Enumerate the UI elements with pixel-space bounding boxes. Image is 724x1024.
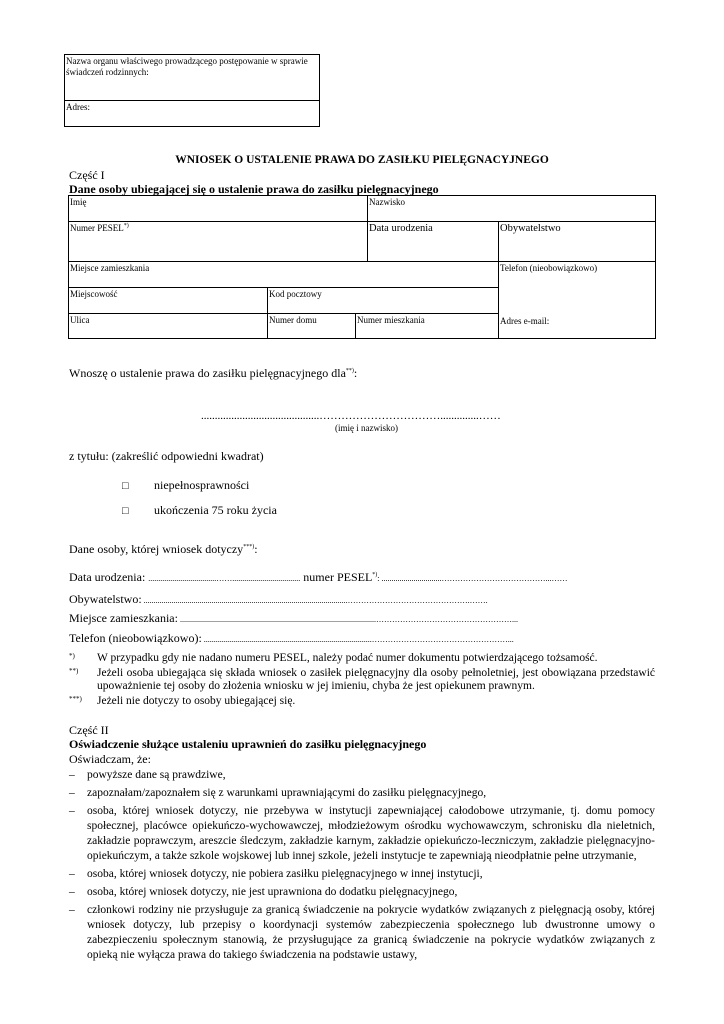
request-text: Wnoszę o ustalenie prawa do zasiłku pielęgnacyjnego dla**): bbox=[69, 366, 358, 380]
declaration-item: – osoba, której wniosek dotyczy, nie przebywa w instytucji zapewniającej całodobowe utrzymanie, tj. domu pomocy społecznej, placówce opiekuńczo-wychowawczej, młodzieżowym ośrodku wychowawczym, schronisku dla nieletnich, zakładzie poprawczym, areszcie śledczym, zakładzie karnym, zakładzie opiekuńczo-leczniczym, zakładzie pielęgnacyjno-opiekuńczym, a także szkole wojskowej lub innej szkole, jeżeli instytucje te zapewniają nieodpłatnie pełne utrzymanie, bbox=[69, 804, 655, 864]
disability-label: niepełnosprawności bbox=[154, 478, 250, 492]
declaration-item: – zapoznałam/zapoznałem się z warunkami uprawniającymi do zasiłku pielęgnacyjnego, bbox=[69, 786, 655, 801]
town-label: Miejscowość bbox=[70, 289, 118, 299]
disability-checkbox[interactable]: □ bbox=[122, 480, 129, 492]
house-number-field[interactable] bbox=[267, 313, 356, 339]
person-citizenship-row[interactable] bbox=[69, 592, 488, 607]
basis-text: z tytułu: (zakreślić odpowiedni kwadrat) bbox=[69, 449, 264, 463]
organ-address-label: Adres: bbox=[66, 102, 90, 112]
organ-box bbox=[64, 54, 320, 127]
person-phone-row[interactable] bbox=[69, 631, 514, 646]
declaration-item: – członkowi rodziny nie przysługuje za granicą świadczenie na pokrycie wydatków związanych z pielęgnacją osoby, której wniosek dotyczy, lub przepisy o koordynacji systemów zabezpieczenia społecznego lub dwustronne umowy o zabezpieczeniu społecznym stanowią, że przysługujące za granicą świadczenie na pokrycie wydatków związanych z opieką nie wyłącza prawa do takiego świadczenia na podstawie ustawy, bbox=[69, 903, 655, 963]
postal-code-field[interactable] bbox=[267, 287, 499, 314]
declaration-item: – powyższe dane są prawdziwe, bbox=[69, 768, 655, 783]
beneficiary-name-caption: (imię i nazwisko) bbox=[335, 423, 398, 433]
birth-date-field[interactable] bbox=[367, 221, 499, 262]
person-birth-row[interactable] bbox=[69, 570, 568, 585]
organ-address-field[interactable] bbox=[65, 101, 319, 114]
last-name-label: Nazwisko bbox=[369, 197, 405, 207]
postal-code-label: Kod pocztowy bbox=[269, 289, 322, 299]
age-75-label: ukończenia 75 roku życia bbox=[154, 503, 277, 517]
first-name-label: Imię bbox=[70, 197, 87, 207]
declaration-item: – osoba, której wniosek dotyczy, nie pobiera zasiłku pielęgnacyjnego w innej instytucji, bbox=[69, 867, 655, 882]
person-citizenship-dots[interactable]: ......................................................................................................……………………………………….……. bbox=[141, 596, 488, 605]
first-name-field[interactable] bbox=[68, 195, 368, 222]
person-pesel-dots[interactable]: : ..............................…………………………………...…… bbox=[377, 574, 568, 583]
declaration-list bbox=[69, 768, 655, 966]
person-residence-dots[interactable]: ..................................................................................................……………………………………………... bbox=[177, 615, 518, 624]
part2-label: Część II bbox=[69, 723, 109, 737]
age-75-checkbox[interactable]: □ bbox=[122, 505, 129, 517]
part2-intro: Oświadczam, że: bbox=[69, 752, 151, 766]
street-field[interactable] bbox=[68, 313, 268, 339]
footnote-3 bbox=[69, 695, 655, 709]
part1-heading: Dane osoby ubiegającej się o ustalenie prawa do zasiłku pielęgnacyjnego bbox=[69, 182, 439, 196]
declaration-item: – osoba, której wniosek dotyczy, nie jest uprawniona do dodatku pielęgnacyjnego, bbox=[69, 885, 655, 900]
footnote-3-text: Jeżeli nie dotyczy to osoby ubiegającej się. bbox=[97, 695, 296, 707]
citizenship-label: Obywatelstwo bbox=[500, 223, 561, 234]
person-birth-dots[interactable]: ..................................…….................................. bbox=[148, 574, 301, 583]
birth-date-label: Data urodzenia bbox=[369, 223, 433, 234]
person-residence-row[interactable] bbox=[69, 611, 518, 626]
organ-name-field[interactable] bbox=[65, 55, 319, 101]
pesel-label: Numer PESEL*) bbox=[70, 223, 129, 233]
pesel-field[interactable] bbox=[68, 221, 368, 262]
footnote-1-mark: *) bbox=[69, 652, 75, 660]
phone-email-field[interactable] bbox=[498, 261, 656, 339]
person-citizenship-label: Obywatelstwo: bbox=[69, 592, 142, 606]
organ-name-label: Nazwa organu właściwego prowadzącego postępowanie w sprawie świadczeń rodzinnych: bbox=[66, 56, 308, 77]
form-title: WNIOSEK O USTALENIE PRAWA DO ZASIŁKU PIELĘGNACYJNEGO bbox=[175, 154, 549, 166]
residence-label: Miejsce zamieszkania bbox=[70, 263, 150, 273]
phone-label: Telefon (nieobowiązkowo) bbox=[500, 263, 598, 273]
footnote-2 bbox=[69, 667, 655, 695]
house-number-label: Numer domu bbox=[269, 315, 317, 325]
email-label: Adres e-mail: bbox=[500, 316, 550, 326]
person-birth-label: Data urodzenia: bbox=[69, 570, 146, 584]
street-label: Ulica bbox=[70, 315, 90, 325]
person-heading: Dane osoby, której wniosek dotyczy***): bbox=[69, 542, 258, 556]
residence-field[interactable] bbox=[68, 261, 499, 288]
flat-number-label: Numer mieszkania bbox=[357, 315, 425, 325]
footnote-2-mark: **) bbox=[69, 667, 79, 675]
part1-label: Część I bbox=[69, 168, 105, 182]
person-residence-label: Miejsce zamieszkania: bbox=[69, 611, 178, 625]
footnote-1 bbox=[69, 652, 655, 666]
footnote-2-text: Jeżeli osoba ubiegająca się składa wniosek o zasiłek pielęgnacyjny dla osoby pełnoletniej, jest obowiązana przedstawić upoważnienie tej osoby do złożenia wniosku w jej imieniu, chyba że jest opiekunem prawnym. bbox=[97, 667, 655, 692]
footnote-3-mark: ***) bbox=[69, 695, 82, 703]
person-phone-dots[interactable]: ....................................................................................……………………………………………... bbox=[201, 635, 514, 644]
beneficiary-name-line[interactable]: ...........................................……………………………..............…… bbox=[201, 410, 501, 422]
last-name-field[interactable] bbox=[367, 195, 656, 222]
town-field[interactable] bbox=[68, 287, 268, 314]
person-phone-label: Telefon (nieobowiązkowo): bbox=[69, 631, 202, 645]
footnote-1-text: W przypadku gdy nie nadano numeru PESEL, należy podać numer dokumentu potwierdzającego tożsamość. bbox=[97, 652, 598, 664]
flat-number-field[interactable] bbox=[355, 313, 499, 339]
citizenship-field[interactable] bbox=[498, 221, 656, 262]
part2-heading: Oświadczenie służące ustaleniu uprawnień do zasiłku pielęgnacyjnego bbox=[69, 737, 427, 751]
person-pesel-label: numer PESEL*) bbox=[303, 570, 378, 584]
